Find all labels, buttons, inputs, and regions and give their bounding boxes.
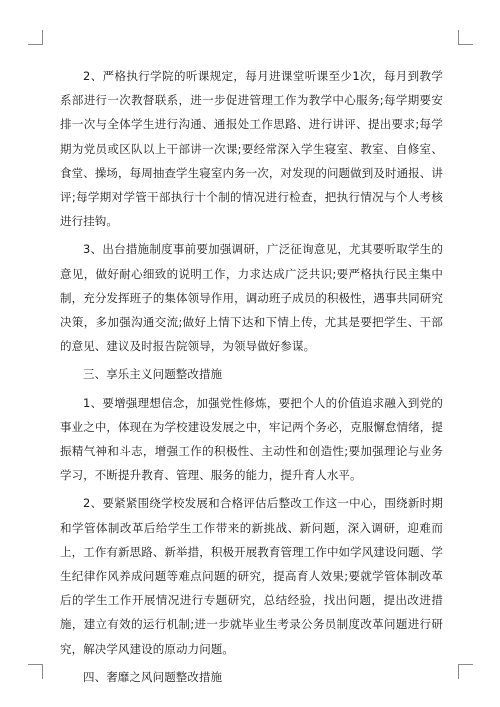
- crop-mark-top-right: [458, 30, 473, 45]
- crop-mark-top-left: [28, 30, 43, 45]
- section-heading-extravagance: 四、奢靡之风问题整改措施: [83, 669, 223, 684]
- paragraph-item-3: 3、出台措施制度事前要加强调研，广泛征询意见，尤其要听取学生的意见，做好耐心细致的说明工作，力求达成广泛共识;要严格执行民主集中制，充分发挥班子的集体领导作用，调动班子成员的积极性，遇事共同研究决策，多加强沟通交流;做好上情下达和下情上传，尤其是要把学生、干部的意见、建议及时报告院领导，为领导做好参谋。: [60, 242, 443, 354]
- paragraph-item-2b: 2、要紧紧围绕学校发展和合格评估后整改工作这一中心，围绕新时期和学管体制改革后给学生工作带来的新挑战、新问题，深入调研，迎难而上，工作有新思路、新举措，积极开展教育管理工作中如学风建设问题、学生纪律作风养成问题等难点问题的研究，提高育人效果;要就学管体制改革后的学生工作开展情况进行专题研究，总结经验，找出问题，提出改进措施，建立有效的运行机制;进一步就毕业生考录公务员制度改革问题进行研究，解决学风建设的原动力问题。: [60, 496, 443, 656]
- paragraph-item-2: 2、严格执行学院的听课规定，每月进课堂听课至少1次，每月到教学系部进行一次教督联系，进一步促进管理工作为教学中心服务;每学期要安排一次与全体学生进行沟通、通报处工作思路、进行讲评、提出要求;每学期为党员或区队以上干部讲一次课;要经常深入学生寝室、教室、自修室、食堂、操场，每周抽查学生寝室内务一次，对发现的问题做到及时通报、讲评;每学期对学管干部执行十个制的情况进行检查，把执行情况与个人考核进行挂钩。: [60, 69, 443, 229]
- crop-mark-bottom-left: [28, 664, 43, 679]
- section-heading-hedonism: 三、享乐主义问题整改措施: [83, 367, 223, 382]
- paragraph-item-1: 1、要增强理想信念，加强党性修炼，要把个人的价值追求融入到党的事业之中，体现在为学校建设发展之中，牢记两个务必，克服懈怠情绪，提振精气神和斗志，增强工作的积极性、主动性和创造性;要加强理论与业务学习，不断提升教育、管理、服务的能力，提升育人水平。: [60, 395, 443, 483]
- document-body: [60, 64, 443, 689]
- crop-mark-bottom-right: [458, 664, 473, 679]
